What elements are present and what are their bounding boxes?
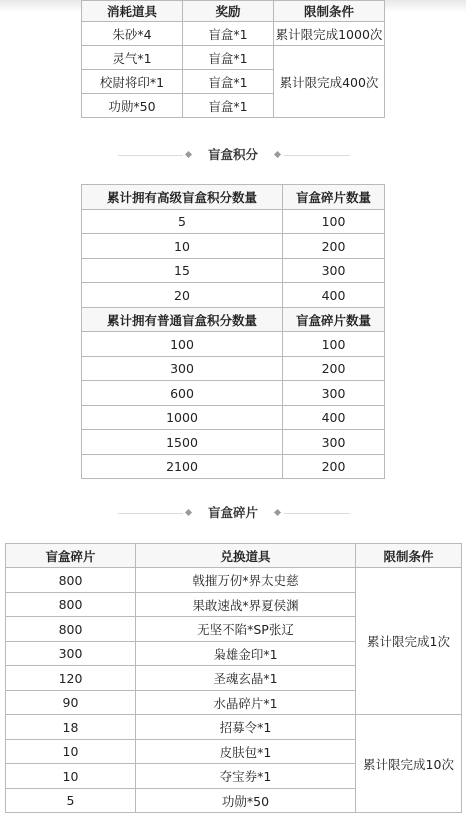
table-row [82,332,385,357]
exchange-item-cell: 戟摧万仞*界太史慈 [136,568,356,593]
exchange-item-cell: 功勋*50 [136,789,356,813]
limit-cell: 累计限完成10次 [356,715,462,813]
table-row [82,455,385,479]
col-header-fragments: 盲盒碎片 [6,544,136,568]
reward-cell: 盲盒*1 [183,46,274,70]
fragments-cell: 300 [283,259,385,283]
table-row [82,22,385,46]
fragments-cell: 100 [283,210,385,234]
points-cell: 20 [82,283,283,308]
table-row [82,259,385,283]
limit-cell: 累计限完成1000次 [274,22,385,46]
points-cell: 1000 [82,406,283,430]
exchange-item-cell: 夺宝券*1 [136,764,356,789]
points-cell: 600 [82,381,283,406]
exchange-item-cell: 圣魂玄晶*1 [136,666,356,691]
cost-cell: 18 [6,715,136,740]
table-row [6,568,462,593]
table-fragment-exchange [5,543,462,813]
table-blind-box-exchange [81,0,385,118]
exchange-item-cell: 招募令*1 [136,715,356,740]
table-row [82,381,385,406]
col-header-high-points: 累计拥有高级盲盒积分数量 [82,185,283,210]
exchange-item-cell: 无坚不陷*SP张辽 [136,617,356,642]
table-row [82,283,385,308]
item-cell: 功勋*50 [82,94,183,118]
col-header-exchange-item: 兑换道具 [136,544,356,568]
fragments-cell: 400 [283,283,385,308]
fragments-cell: 200 [283,234,385,259]
fragments-cell: 200 [283,357,385,381]
col-header-fragments: 盲盒碎片数量 [283,308,385,332]
points-cell: 100 [82,332,283,357]
section-title-text: 盲盒积分 [207,147,258,162]
cost-cell: 800 [6,568,136,593]
col-header-normal-points: 累计拥有普通盲盒积分数量 [82,308,283,332]
limit-cell: 累计限完成1次 [356,568,462,715]
cost-cell: 800 [6,593,136,617]
cost-cell: 5 [6,789,136,813]
fragments-cell: 300 [283,381,385,406]
table-row [82,46,385,70]
table-points-to-fragments [81,184,385,479]
cost-cell: 300 [6,642,136,666]
table-row [82,430,385,455]
fragments-cell: 200 [283,455,385,479]
col-header-limit: 限制条件 [274,1,385,22]
fragments-cell: 300 [283,430,385,455]
reward-cell: 盲盒*1 [183,94,274,118]
item-cell: 灵气*1 [82,46,183,70]
col-header-consume-item: 消耗道具 [82,1,183,22]
fragments-cell: 100 [283,332,385,357]
fragments-cell: 400 [283,406,385,430]
cost-cell: 10 [6,764,136,789]
item-cell: 朱砂*4 [82,22,183,46]
table-row [6,715,462,740]
table-row [82,234,385,259]
points-cell: 300 [82,357,283,381]
section-title-points [0,147,466,163]
item-cell: 校尉将印*1 [82,70,183,94]
col-header-limit: 限制条件 [356,544,462,568]
points-cell: 2100 [82,455,283,479]
points-cell: 15 [82,259,283,283]
points-cell: 10 [82,234,283,259]
section-title-text: 盲盒碎片 [207,505,258,520]
cost-cell: 800 [6,617,136,642]
exchange-item-cell: 果敢速战*界夏侯渊 [136,593,356,617]
reward-cell: 盲盒*1 [183,70,274,94]
col-header-fragments: 盲盒碎片数量 [283,185,385,210]
col-header-reward: 奖励 [183,1,274,22]
table-row [82,357,385,381]
table-row [82,406,385,430]
table-row [82,210,385,234]
reward-cell: 盲盒*1 [183,22,274,46]
limit-cell: 累计限完成400次 [274,46,385,118]
cost-cell: 120 [6,666,136,691]
points-cell: 1500 [82,430,283,455]
cost-cell: 10 [6,740,136,764]
section-title-fragments [0,505,466,521]
exchange-item-cell: 皮肤包*1 [136,740,356,764]
points-cell: 5 [82,210,283,234]
exchange-item-cell: 水晶碎片*1 [136,691,356,715]
table-subheader-row [82,308,385,332]
cost-cell: 90 [6,691,136,715]
exchange-item-cell: 枭雄金印*1 [136,642,356,666]
